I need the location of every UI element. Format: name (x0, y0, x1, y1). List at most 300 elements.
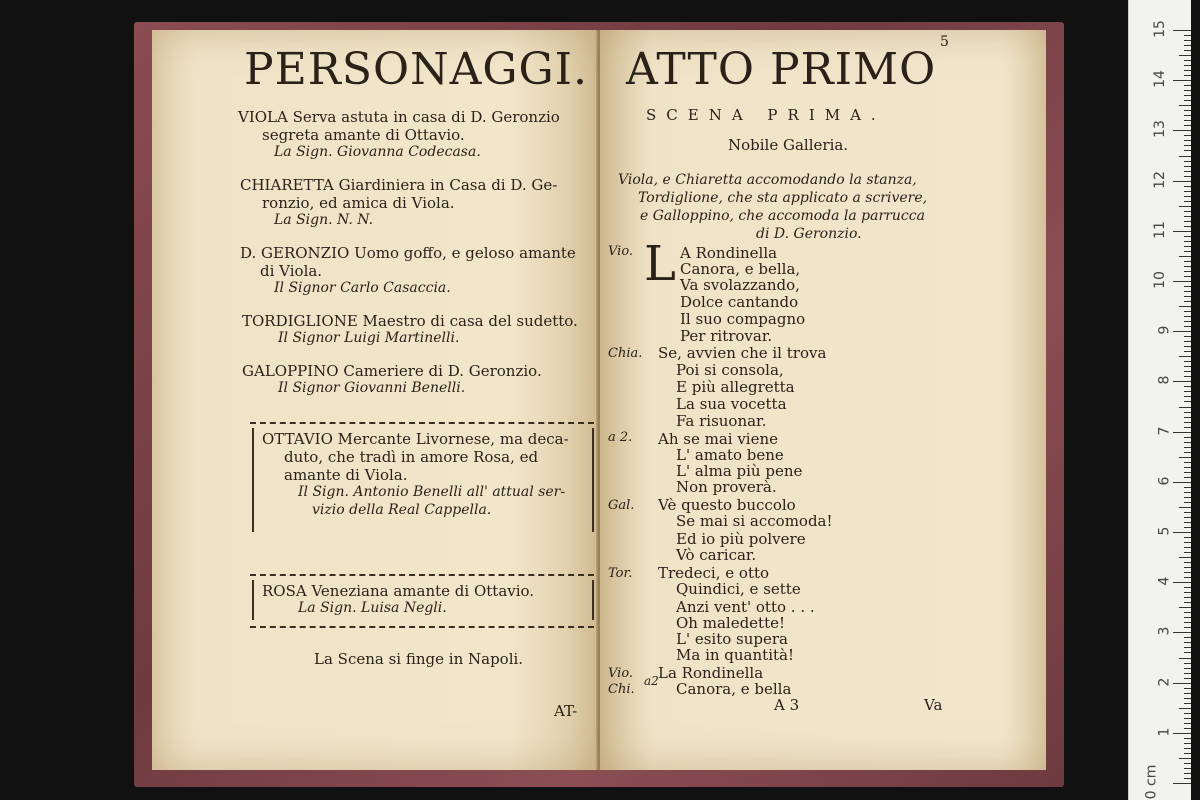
ruler-tick (1184, 35, 1191, 36)
ruler-mm-mark (1129, 156, 1191, 157)
ruler-cm-mark (1129, 727, 1191, 737)
ruler-cm-mark (1129, 526, 1191, 536)
character-ottavio-desc-2: amante di Viola. (284, 466, 408, 484)
ruler-mm-mark (1129, 412, 1191, 413)
ruler-mm-mark (1129, 497, 1191, 498)
ruler-tick (1184, 447, 1191, 448)
ruler-tick (1184, 371, 1191, 372)
ruler-tick (1184, 693, 1191, 694)
ruler-tick (1184, 427, 1191, 428)
ruler-tick (1184, 748, 1191, 749)
character-ottavio-desc: duto, che tradì in amore Rosa, ed (284, 448, 539, 466)
ruler-tick (1179, 306, 1191, 307)
verse-line: Per ritrovar. (680, 327, 773, 345)
ruler-tick (1184, 412, 1191, 413)
ruler-tick (1173, 231, 1191, 232)
actor-tordiglione: Il Signor Luigi Martinelli. (278, 330, 460, 346)
ruler-tick (1184, 211, 1191, 212)
verse-line: Il suo compagno (680, 310, 806, 328)
ruler-tick (1184, 110, 1191, 111)
ruler-tick (1184, 572, 1191, 573)
ruler-tick (1184, 251, 1191, 252)
ruler-mm-mark (1129, 50, 1191, 51)
ruler-number: 15 (1152, 20, 1169, 38)
ruler-tick (1184, 778, 1191, 779)
ruler-tick (1184, 276, 1191, 277)
ruler-tick (1173, 281, 1191, 282)
ruler-tick (1173, 582, 1191, 583)
page-number: 5 (940, 34, 949, 50)
ruler-mm-mark (1129, 110, 1191, 111)
ruler-tick (1184, 417, 1191, 418)
ruler-tick (1184, 85, 1191, 86)
ruler-number: 12 (1152, 170, 1169, 189)
ruler-mm-mark (1129, 291, 1191, 292)
ruler-mm-mark (1129, 186, 1191, 187)
ruler-mm-mark (1129, 60, 1191, 61)
ruler-tick (1184, 326, 1191, 327)
verse-line: Vè questo buccolo (658, 496, 796, 514)
scene-setting: Nobile Galleria. (728, 136, 849, 154)
ruler-mm-mark (1129, 778, 1191, 779)
ruler-cm-mark (1129, 220, 1191, 239)
ruler-mm-mark (1129, 743, 1191, 744)
ruler-mm-mark (1129, 105, 1191, 106)
ruler-tick (1184, 196, 1191, 197)
ruler-tick (1184, 743, 1191, 744)
verse-line: Ed io più polvere (676, 530, 806, 548)
ruler-tick (1184, 773, 1191, 774)
ruler-mm-mark (1129, 407, 1191, 408)
speaker-both: a 2. (608, 430, 633, 445)
ruler-number: 7 (1156, 426, 1173, 436)
ruler-tick (1184, 452, 1191, 453)
ruler-mm-mark (1129, 567, 1191, 568)
actor-ottavio-2: vizio della Real Cappella. (312, 502, 492, 518)
ruler-tick (1184, 647, 1191, 648)
ruler-mm-mark (1129, 457, 1191, 458)
ruler-mm-mark (1129, 763, 1191, 764)
ruler-tick (1184, 738, 1191, 739)
ruler-tick (1184, 376, 1191, 377)
ruler-tick (1184, 135, 1191, 136)
ruler-mm-mark (1129, 668, 1191, 669)
ruler-mm-mark (1129, 321, 1191, 322)
ruler-mm-mark (1129, 517, 1191, 518)
ruler-mm-mark (1129, 502, 1191, 503)
ruler-number: 6 (1156, 476, 1173, 486)
verse-line: L' esito supera (676, 630, 789, 648)
verse-line: L' amato bene (676, 446, 784, 464)
ruler-tick (1179, 407, 1191, 408)
ruler-mm-mark (1129, 150, 1191, 151)
ruler-mm-mark (1129, 261, 1191, 262)
ruler-tick (1184, 592, 1191, 593)
verse-line: Vò caricar. (676, 546, 757, 564)
ruler-mm-mark (1129, 417, 1191, 418)
ruler-mm-mark (1129, 336, 1191, 337)
ruler-tick (1184, 296, 1191, 297)
verse-line: Oh maledette! (676, 614, 786, 632)
ruler-tick (1173, 432, 1191, 433)
ruler-tick (1173, 683, 1191, 684)
ruler-cm-mark (1129, 476, 1191, 486)
ruler-mm-mark (1129, 587, 1191, 588)
actor-viola: La Sign. Giovanna Codecasa. (274, 144, 481, 160)
act-title: ATTO PRIMO (626, 44, 937, 95)
ruler-tick (1184, 291, 1191, 292)
ruler-tick (1179, 206, 1191, 207)
ruler-mm-mark (1129, 301, 1191, 302)
ruler-mm-mark (1129, 718, 1191, 719)
ruler-tick (1184, 95, 1191, 96)
ruler-number: 13 (1152, 120, 1169, 139)
ruler-tick (1184, 271, 1191, 272)
ruler-cm-mark (1129, 576, 1191, 586)
ruler-tick (1184, 311, 1191, 312)
actor-galoppino: Il Signor Giovanni Benelli. (278, 380, 466, 396)
ruler-cm-mark (1129, 271, 1191, 289)
ruler-tick (1184, 437, 1191, 438)
ruler-tick (1184, 221, 1191, 222)
ruler-tick (1184, 176, 1191, 177)
ruler-tick (1184, 768, 1191, 769)
ruler-tick (1173, 130, 1191, 131)
ruler-number: 10 (1152, 271, 1169, 289)
ruler-tick (1184, 467, 1191, 468)
character-viola-desc: segreta amante di Ottavio. (262, 126, 465, 144)
ruler-tick (1179, 507, 1191, 508)
catchword: AT- (554, 702, 578, 720)
ruler-tick (1184, 166, 1191, 167)
ruler-tick (1184, 703, 1191, 704)
page-title: PERSONAGGI. (244, 44, 589, 95)
ruler-mm-mark (1129, 522, 1191, 523)
ruler-mm-mark (1129, 557, 1191, 558)
ruler-mm-mark (1129, 346, 1191, 347)
character-chiaretta: CHIARETTA Giardiniera in Casa di D. Ge- (240, 176, 558, 194)
ruler-mm-mark (1129, 658, 1191, 659)
ruler-tick (1184, 678, 1191, 679)
speaker-galoppino: Gal. (608, 498, 635, 513)
ruler-tick (1184, 577, 1191, 578)
verse-line: Canora, e bella (676, 680, 792, 698)
ruler-mm-mark (1129, 708, 1191, 709)
ruler-tick (1173, 331, 1191, 332)
ruler-tick (1179, 256, 1191, 257)
ruler-mm-mark (1129, 547, 1191, 548)
verse-line: Poi si consola, (676, 361, 784, 379)
ruler-tick (1184, 763, 1191, 764)
ruler-mm-mark (1129, 693, 1191, 694)
ruler-tick (1184, 477, 1191, 478)
ruler-number: 4 (1156, 576, 1173, 586)
ruler-mm-mark (1129, 296, 1191, 297)
verse-line: Dolce cantando (680, 293, 799, 311)
ruler-tick (1184, 60, 1191, 61)
ruler-tick (1184, 286, 1191, 287)
ruler-tick (1173, 532, 1191, 533)
ruler-tick (1173, 30, 1191, 31)
ruler-mm-mark (1129, 647, 1191, 648)
verse-line: La sua vocetta (676, 395, 787, 413)
ruler-tick (1184, 718, 1191, 719)
ruler-tick (1184, 266, 1191, 267)
ruler-tick (1184, 351, 1191, 352)
ruler-tick (1179, 55, 1191, 56)
ruler-number: 14 (1152, 70, 1169, 89)
ruler-mm-mark (1129, 371, 1191, 372)
ruler-mm-mark (1129, 40, 1191, 41)
ruler-number: 2 (1156, 677, 1173, 687)
ruler-tick (1184, 673, 1191, 674)
ruler-tick (1184, 65, 1191, 66)
ruler-tick (1184, 150, 1191, 151)
stage-direction-2: Tordiglione, che sta applicato a scrivere, (638, 190, 928, 206)
ruler-tick (1173, 181, 1191, 182)
character-viola: VIOLA Serva astuta in casa di D. Geronzio (238, 108, 560, 126)
ruler-tick (1173, 783, 1191, 784)
ruler-mm-mark (1129, 437, 1191, 438)
ruler-mm-mark (1129, 166, 1191, 167)
ruler-tick (1184, 487, 1191, 488)
ruler-mm-mark (1129, 351, 1191, 352)
ruler-mm-mark (1129, 191, 1191, 192)
ruler-tick (1184, 125, 1191, 126)
ruler-tick (1184, 90, 1191, 91)
actor-chiaretta: La Sign. N. N. (274, 212, 374, 228)
ruler-tick (1184, 236, 1191, 237)
ruler-tick (1184, 45, 1191, 46)
ruler-mm-mark (1129, 748, 1191, 749)
speaker-tordiglione: Tor. (608, 566, 633, 581)
ruler-tick (1184, 216, 1191, 217)
ruler-mm-mark (1129, 161, 1191, 162)
ruler-tick (1184, 301, 1191, 302)
ruler-mm-mark (1129, 713, 1191, 714)
ruler-number: 3 (1156, 626, 1173, 636)
verse-line: Ah se mai viene (658, 430, 779, 448)
ruler-mm-mark (1129, 391, 1191, 392)
ruler-tick (1184, 472, 1191, 473)
ruler-mm-mark (1129, 663, 1191, 664)
ruler-cm-mark (1129, 764, 1191, 800)
ruler-cm-mark (1129, 325, 1191, 335)
ruler-mm-mark (1129, 507, 1191, 508)
ruler-tick (1184, 346, 1191, 347)
scene-title: SCENA PRIMA. (646, 106, 886, 124)
speaker-viola-2: Vio. (608, 666, 634, 681)
ruler-tick (1184, 663, 1191, 664)
ruler-tick (1179, 658, 1191, 659)
ruler-tick (1179, 607, 1191, 608)
character-tordiglione: TORDIGLIONE Maestro di casa del sudetto. (242, 312, 578, 330)
ruler-mm-mark (1129, 85, 1191, 86)
ruler-tick (1184, 316, 1191, 317)
ruler-tick (1184, 587, 1191, 588)
ruler-tick (1184, 171, 1191, 172)
ruler-mm-mark (1129, 637, 1191, 638)
ruler-tick (1179, 708, 1191, 709)
ruler-mm-mark (1129, 211, 1191, 212)
ruler-mm-mark (1129, 206, 1191, 207)
speaker-chiaretta: Chia. (608, 346, 643, 361)
ruler-mm-mark (1129, 698, 1191, 699)
verse-line: A Rondinella (680, 244, 778, 262)
ruler-mm-mark (1129, 361, 1191, 362)
ruler-tick (1184, 115, 1191, 116)
ruler-mm-mark (1129, 246, 1191, 247)
stage-direction-4: di D. Geronzio. (756, 226, 862, 242)
ruler-tick (1179, 356, 1191, 357)
scene-note: La Scena si finge in Napoli. (314, 650, 524, 668)
ruler-tick (1184, 642, 1191, 643)
verse-line: Fa risuonar. (676, 412, 767, 430)
verse-line: Quindici, e sette (676, 580, 801, 598)
ruler-mm-mark (1129, 673, 1191, 674)
character-geronzio-desc: di Viola. (260, 262, 323, 280)
ruler-tick (1184, 246, 1191, 247)
ruler-mm-mark (1129, 386, 1191, 387)
ruler-tick (1184, 462, 1191, 463)
ruler-tick (1184, 512, 1191, 513)
ruler-tick (1179, 105, 1191, 106)
ruler-mm-mark (1129, 422, 1191, 423)
ruler-cm-mark (1129, 626, 1191, 636)
ruler-mm-mark (1129, 115, 1191, 116)
ruler-tick (1173, 381, 1191, 382)
ruler-tick (1184, 723, 1191, 724)
ruler-mm-mark (1129, 572, 1191, 573)
ruler-tick (1184, 728, 1191, 729)
ruler-mm-mark (1129, 311, 1191, 312)
ruler-cm-mark (1129, 170, 1191, 189)
ruler-mm-mark (1129, 537, 1191, 538)
ruler-mm-mark (1129, 467, 1191, 468)
ruler-number: 5 (1156, 526, 1173, 536)
character-ottavio: OTTAVIO Mercante Livornese, ma deca- (262, 430, 569, 448)
verse-line: Se, avvien che il trova (658, 344, 827, 362)
ruler-tick (1184, 622, 1191, 623)
ruler-mm-mark (1129, 401, 1191, 402)
ruler-tick (1184, 547, 1191, 548)
ruler-tick (1184, 627, 1191, 628)
drop-cap: L (644, 236, 676, 292)
character-galoppino: GALOPPINO Cameriere di D. Geronzio. (242, 362, 542, 380)
ruler-tick (1184, 552, 1191, 553)
rule-bottom (250, 626, 594, 628)
ruler-cm-mark (1129, 120, 1191, 139)
ruler-mm-mark (1129, 602, 1191, 603)
ruler-mm-mark (1129, 316, 1191, 317)
ruler-mm-mark (1129, 196, 1191, 197)
ruler-tick (1184, 698, 1191, 699)
ruler-mm-mark (1129, 145, 1191, 146)
ruler-number: 11 (1152, 220, 1169, 239)
ruler-tick (1184, 567, 1191, 568)
ruler-mm-mark (1129, 612, 1191, 613)
stage-direction: Viola, e Chiaretta accomodando la stanza, (618, 172, 917, 188)
ruler-tick (1184, 492, 1191, 493)
ruler-tick (1184, 366, 1191, 367)
ruler-tick (1184, 241, 1191, 242)
ruler-mm-mark (1129, 753, 1191, 754)
actor-ottavio: Il Sign. Antonio Benelli all' attual ser- (298, 484, 566, 500)
verse-line: Tredeci, e otto (658, 564, 770, 582)
ruler-tick (1179, 156, 1191, 157)
ruler-mm-mark (1129, 447, 1191, 448)
stage-direction-3: e Galloppino, che accomoda la parrucca (640, 208, 925, 224)
verse-line: Ma in quantità! (676, 646, 794, 664)
ruler-tick (1184, 226, 1191, 227)
verse-line: La Rondinella (658, 664, 764, 682)
ruler-mm-mark (1129, 65, 1191, 66)
ruler-tick (1184, 668, 1191, 669)
ruler-mm-mark (1129, 90, 1191, 91)
ruler-mm-mark (1129, 768, 1191, 769)
ruler-tick (1184, 442, 1191, 443)
ruler-mm-mark (1129, 607, 1191, 608)
ruler-tick (1184, 70, 1191, 71)
left-page (152, 30, 598, 770)
ruler-mm-mark (1129, 201, 1191, 202)
signature-mark: A 3 (774, 696, 800, 714)
ruler-mm-mark (1129, 592, 1191, 593)
ruler-mm-mark (1129, 452, 1191, 453)
ruler-mm-mark (1129, 703, 1191, 704)
ruler-tick (1184, 652, 1191, 653)
speaker-viola: Vio. (608, 244, 634, 259)
ruler-number: 8 (1156, 375, 1173, 385)
ruler-mm-mark (1129, 55, 1191, 56)
ruler-tick (1184, 40, 1191, 41)
ruler-tick (1184, 140, 1191, 141)
ruler-mm-mark (1129, 341, 1191, 342)
ruler-tick (1184, 422, 1191, 423)
ruler-tick (1184, 637, 1191, 638)
ruler-mm-mark (1129, 256, 1191, 257)
ruler-mm-mark (1129, 286, 1191, 287)
ruler-tick (1184, 391, 1191, 392)
ruler-tick (1184, 497, 1191, 498)
ruler-tick (1184, 688, 1191, 689)
ruler-tick (1184, 522, 1191, 523)
ruler-cm-mark (1129, 20, 1191, 38)
rule-mid (250, 574, 594, 576)
ruler-tick (1184, 401, 1191, 402)
ruler-tick (1179, 457, 1191, 458)
ruler-tick (1184, 145, 1191, 146)
ruler-mm-mark (1129, 241, 1191, 242)
ruler-cm-mark (1129, 70, 1191, 89)
ruler-mm-mark (1129, 542, 1191, 543)
speaker-chiaretta-2: Chi. (608, 682, 635, 697)
verse-line: L' alma più pene (676, 462, 803, 480)
verse-line: Canora, e bella, (680, 260, 801, 278)
catchword-right: Va (924, 696, 943, 714)
ruler-mm-mark (1129, 45, 1191, 46)
ruler-tick (1173, 482, 1191, 483)
ruler-mm-mark (1129, 652, 1191, 653)
ruler-mm-mark (1129, 35, 1191, 36)
right-page (600, 30, 1046, 770)
ruler-mm-mark (1129, 738, 1191, 739)
character-geronzio: D. GERONZIO Uomo goffo, e geloso amante (240, 244, 576, 262)
ruler-mm-mark (1129, 688, 1191, 689)
measurement-ruler (1128, 0, 1191, 800)
ruler-tick (1184, 191, 1191, 192)
ruler-tick (1184, 361, 1191, 362)
